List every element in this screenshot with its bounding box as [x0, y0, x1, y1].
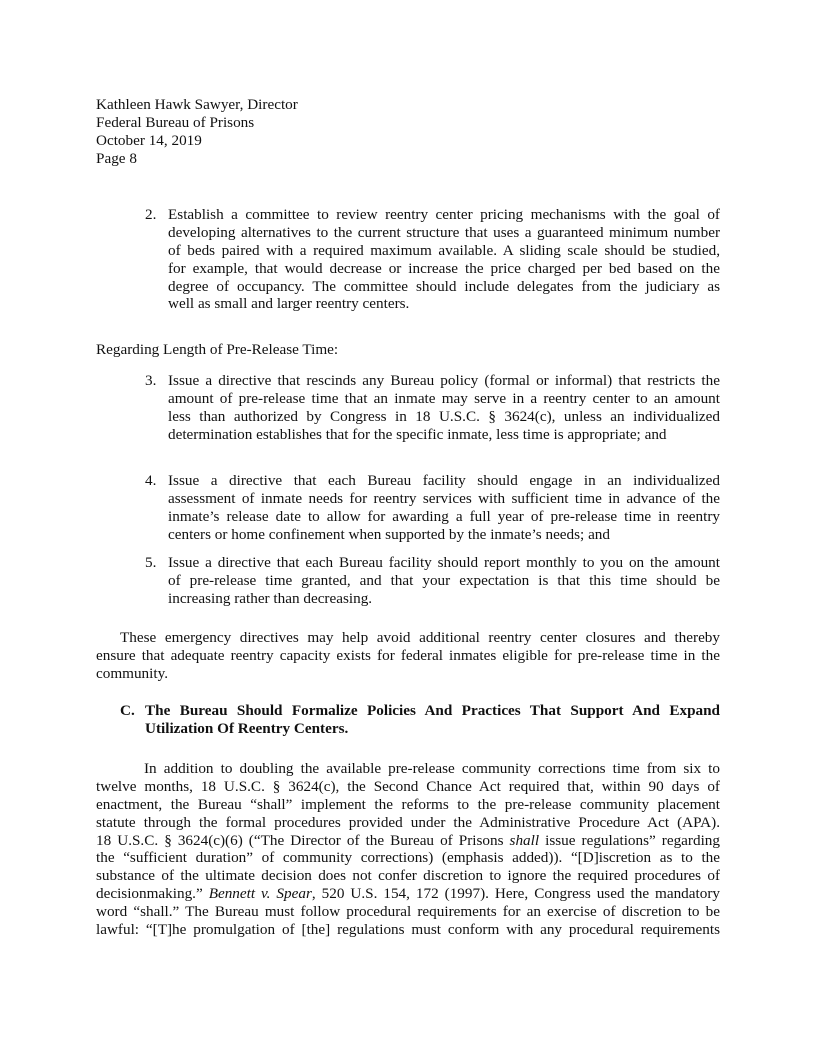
text-line: centers or home confinement when supported by the inmate’s needs; and — [168, 525, 610, 543]
item-number: 3. — [145, 372, 157, 389]
text-line: community. — [96, 664, 168, 682]
item-number: 4. — [145, 472, 157, 489]
italic-text: shall — [509, 831, 540, 849]
summary-paragraph — [96, 629, 720, 683]
text-line: increasing rather than decreasing. — [168, 589, 373, 607]
text-line: determination establishes that for the specific inmate, less time is appropriate; and — [168, 425, 667, 443]
page-number: Page 8 — [96, 149, 137, 167]
recommendation-4 — [145, 472, 720, 544]
text-line: less than authorized by Congress in 18 U.S.C. § 3624(c), unless an individualized — [168, 407, 720, 425]
text-line: inmate’s release date to allow for awarding a full year of pre-release time in reentry — [168, 507, 720, 525]
text-line — [96, 885, 720, 903]
recommendation-3 — [145, 372, 720, 444]
italic-text: Bennett v. Spear — [208, 885, 312, 903]
item-number: 2. — [145, 206, 157, 223]
text-segment: , 520 U.S. 154, 172 (1997). Here, Congress used the mandatory — [311, 885, 720, 903]
organization: Federal Bureau of Prisons — [96, 113, 255, 131]
text-segment: decisionmaking.” — [96, 885, 209, 903]
text-line: of pre-release time granted, and that your expectation is that this time should be — [168, 571, 720, 589]
text-line: Establish a committee to review reentry center pricing mechanisms with the goal of — [168, 206, 720, 223]
text-line: word “shall.” The Bureau must follow procedural requirements for an exercise of discretion to be — [96, 903, 720, 921]
item-number: 5. — [145, 554, 157, 571]
text-line: degree of occupancy. The committee should include delegates from the judiciary as — [168, 277, 720, 295]
subheading: Regarding Length of Pre-Release Time: — [96, 341, 339, 358]
text-line: assessment of inmate needs for reentry services with sufficient time in advance of the — [168, 489, 720, 507]
text-line: the “sufficient duration” of community corrections) (emphasis added)). “[D]iscretion as to the — [96, 849, 720, 867]
letter-header — [96, 96, 298, 168]
text-segment: 18 U.S.C. § 3624(c)(6) (“The Director of the Bureau of Prisons — [96, 831, 510, 849]
text-line: of beds paired with a required maximum available. A sliding scale should be studied, — [168, 241, 720, 259]
text-line: developing alternatives to the current structure that uses a guaranteed minimum number — [168, 223, 720, 241]
text-line: ensure that adequate reentry capacity exists for federal inmates eligible for pre-release time in the — [96, 646, 720, 664]
text-line: well as small and larger reentry centers. — [168, 295, 410, 313]
section-letter: C. — [120, 702, 135, 719]
text-line: for example, that would decrease or increase the price charged per bed based on the — [168, 259, 720, 277]
text-line: Utilization Of Reentry Centers. — [145, 719, 349, 737]
recipient-name: Kathleen Hawk Sawyer, Director — [96, 96, 298, 113]
text-line: Issue a directive that rescinds any Bureau policy (formal or informal) that restricts the — [168, 372, 720, 389]
text-line: twelve months, 18 U.S.C. § 3624(c), the Second Chance Act required that, within 90 days of — [96, 777, 720, 795]
body-paragraph — [96, 760, 720, 939]
text-line: In addition to doubling the available pre-release community corrections time from six to — [144, 760, 720, 777]
text-line: statute through the formal procedures provided under the Administrative Procedure Act (APA). — [96, 813, 720, 831]
text-segment: issue regulations” regarding — [539, 831, 720, 849]
text-line: amount of pre-release time that an inmate may serve in a reentry center to an amount — [168, 389, 720, 407]
text-line — [96, 832, 720, 850]
text-line: enactment, the Bureau “shall” implement the reforms to the pre-release community placement — [96, 795, 720, 813]
text-line: lawful: “[T]he promulgation of [the] regulations must conform with any procedural requirements — [96, 921, 720, 939]
text-line: Issue a directive that each Bureau facility should report monthly to you on the amount — [168, 554, 720, 571]
text-line: The Bureau Should Formalize Policies And Practices That Support And Expand — [145, 702, 720, 719]
recommendation-5 — [145, 554, 720, 608]
letter-date: October 14, 2019 — [96, 131, 202, 149]
text-line: These emergency directives may help avoid additional reentry center closures and thereby — [120, 629, 720, 646]
section-c-heading — [120, 702, 720, 738]
text-line: Issue a directive that each Bureau facility should engage in an individualized — [168, 472, 720, 489]
text-line: substance of the ultimate decision does not confer discretion to ignore the required procedures of — [96, 867, 720, 885]
recommendation-2 — [145, 206, 720, 313]
